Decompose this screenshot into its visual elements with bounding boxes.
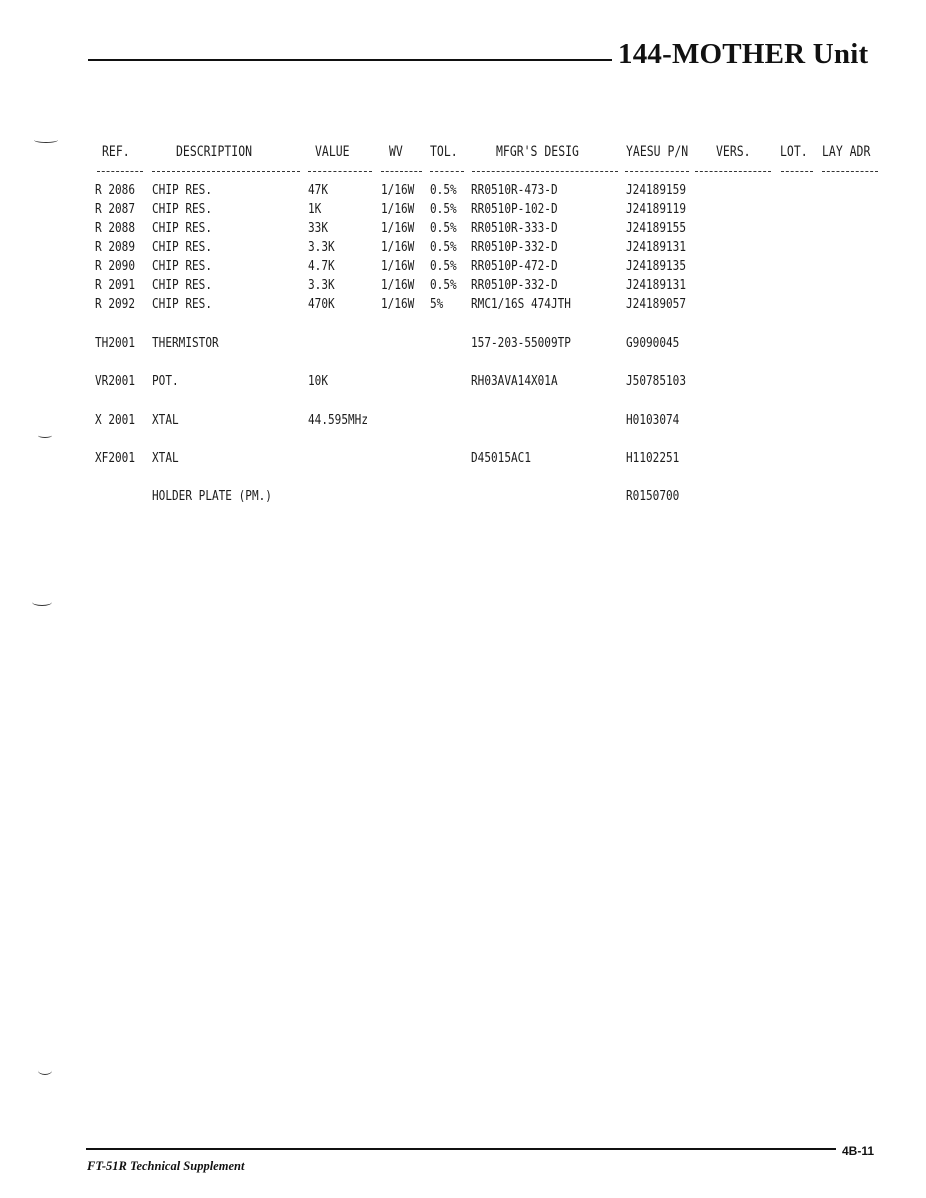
cell-tol: 0.5% <box>430 220 457 236</box>
cell-yaesu-pn: J24189119 <box>626 201 686 217</box>
cell-wv: 1/16W <box>381 220 415 236</box>
cell-ref: R 2088 <box>95 220 136 236</box>
document-title: FT-51R Technical Supplement <box>87 1159 245 1173</box>
header-underline <box>152 171 300 172</box>
cell-wv: 1/16W <box>381 182 415 198</box>
scan-mark <box>38 433 52 438</box>
cell-value: 10K <box>308 373 329 389</box>
cell-yaesu-pn: H1102251 <box>626 450 680 466</box>
header-rule <box>88 59 612 61</box>
cell-tol: 0.5% <box>430 201 457 217</box>
cell-value: 47K <box>308 182 329 198</box>
cell-ref: R 2089 <box>95 239 136 255</box>
header-underline <box>822 171 878 172</box>
cell-mfgr-desig: D45015AC1 <box>471 450 531 466</box>
cell-ref: R 2090 <box>95 258 136 274</box>
cell-wv: 1/16W <box>381 277 415 293</box>
cell-value: 44.595MHz <box>308 412 368 428</box>
header-underline <box>472 171 618 172</box>
cell-ref: X 2001 <box>95 412 136 428</box>
cell-mfgr-desig: RR0510P-472-D <box>471 258 558 274</box>
cell-tol: 0.5% <box>430 277 457 293</box>
cell-value: 3.3K <box>308 239 335 255</box>
cell-tol: 0.5% <box>430 258 457 274</box>
col-header-ref: REF. <box>102 144 130 160</box>
cell-value: 4.7K <box>308 258 335 274</box>
col-header-mfgr: MFGR'S DESIG <box>496 144 579 160</box>
cell-description: POT. <box>152 373 179 389</box>
cell-mfgr-desig: RR0510R-333-D <box>471 220 558 236</box>
header-underline <box>97 171 143 172</box>
cell-description: CHIP RES. <box>152 182 212 198</box>
cell-yaesu-pn: J24189159 <box>626 182 686 198</box>
col-header-value: VALUE <box>315 144 350 160</box>
cell-description: CHIP RES. <box>152 239 212 255</box>
page-number: 4B-11 <box>842 1144 875 1158</box>
cell-description: CHIP RES. <box>152 277 212 293</box>
cell-description: CHIP RES. <box>152 258 212 274</box>
cell-yaesu-pn: H0103074 <box>626 412 680 428</box>
cell-wv: 1/16W <box>381 258 415 274</box>
footer-rule <box>86 1148 836 1150</box>
scan-mark <box>32 598 52 606</box>
cell-yaesu-pn: J24189131 <box>626 239 686 255</box>
scan-mark <box>38 1066 52 1075</box>
cell-tol: 0.5% <box>430 239 457 255</box>
cell-description: CHIP RES. <box>152 220 212 236</box>
header-underline <box>430 171 464 172</box>
cell-yaesu-pn: J24189155 <box>626 220 686 236</box>
cell-wv: 1/16W <box>381 239 415 255</box>
cell-description: XTAL <box>152 450 179 466</box>
cell-yaesu-pn: J24189131 <box>626 277 686 293</box>
cell-value: 1K <box>308 201 322 217</box>
col-header-lot: LOT. <box>780 144 808 160</box>
cell-ref: R 2092 <box>95 296 136 312</box>
cell-ref: TH2001 <box>95 335 136 351</box>
header-underline <box>308 171 372 172</box>
cell-mfgr-desig: RR0510R-473-D <box>471 182 558 198</box>
cell-description: CHIP RES. <box>152 201 212 217</box>
cell-ref: R 2086 <box>95 182 136 198</box>
header-underline <box>381 171 422 172</box>
col-header-lay-adr: LAY ADR <box>822 144 871 160</box>
header-underline <box>695 171 771 172</box>
cell-yaesu-pn: R0150700 <box>626 488 680 504</box>
cell-ref: VR2001 <box>95 373 136 389</box>
cell-yaesu-pn: J24189057 <box>626 296 686 312</box>
cell-tol: 5% <box>430 296 444 312</box>
cell-yaesu-pn: J24189135 <box>626 258 686 274</box>
cell-mfgr-desig: RMC1/16S 474JTH <box>471 296 571 312</box>
cell-description: CHIP RES. <box>152 296 212 312</box>
cell-mfgr-desig: RR0510P-102-D <box>471 201 558 217</box>
cell-tol: 0.5% <box>430 182 457 198</box>
cell-ref: R 2087 <box>95 201 136 217</box>
cell-value: 3.3K <box>308 277 335 293</box>
col-header-description: DESCRIPTION <box>176 144 253 160</box>
header-underline <box>625 171 689 172</box>
cell-yaesu-pn: G9090045 <box>626 335 680 351</box>
cell-mfgr-desig: RH03AVA14X01A <box>471 373 558 389</box>
col-header-yaesu-pn: YAESU P/N <box>626 144 689 160</box>
cell-description: XTAL <box>152 412 179 428</box>
cell-mfgr-desig: RR0510P-332-D <box>471 239 558 255</box>
header-underline <box>781 171 813 172</box>
cell-ref: XF2001 <box>95 450 136 466</box>
cell-description: THERMISTOR <box>152 335 219 351</box>
cell-value: 33K <box>308 220 329 236</box>
cell-ref: R 2091 <box>95 277 136 293</box>
cell-value: 470K <box>308 296 335 312</box>
col-header-wv: WV <box>389 144 403 160</box>
cell-mfgr-desig: RR0510P-332-D <box>471 277 558 293</box>
page-title: 144-MOTHER Unit <box>618 38 869 70</box>
col-header-tol: TOL. <box>430 144 458 160</box>
cell-wv: 1/16W <box>381 296 415 312</box>
cell-wv: 1/16W <box>381 201 415 217</box>
col-header-vers: VERS. <box>716 144 751 160</box>
cell-yaesu-pn: J50785103 <box>626 373 686 389</box>
scan-mark <box>34 137 58 143</box>
cell-description: HOLDER PLATE (PM.) <box>152 488 272 504</box>
cell-mfgr-desig: 157-203-55009TP <box>471 335 571 351</box>
